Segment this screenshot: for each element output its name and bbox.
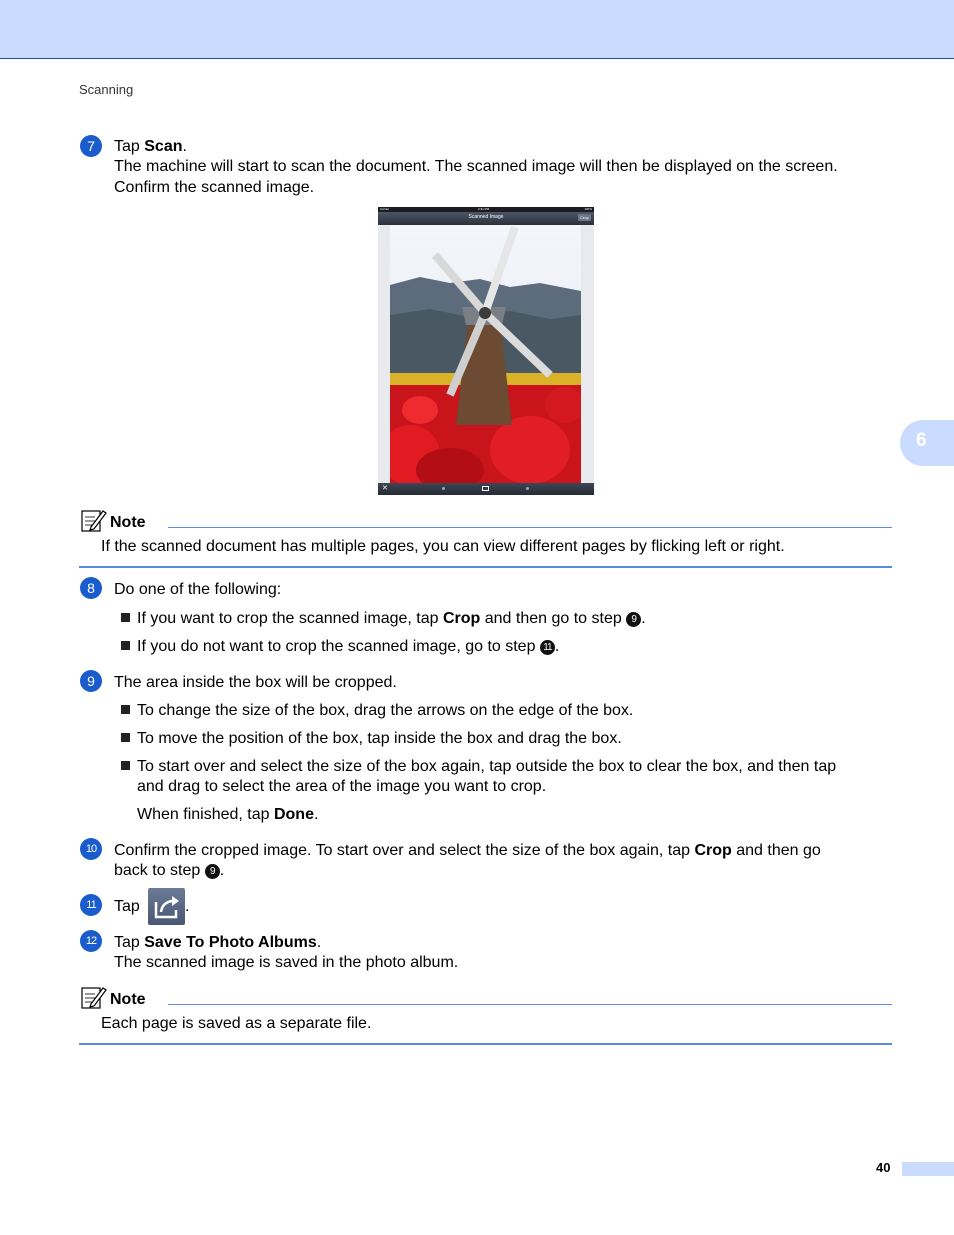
note-text: Each page is saved as a separate file. [101, 1015, 372, 1032]
step-7-line-2: The machine will start to scan the document. The scanned image will then be displayed on the screen. [114, 158, 838, 175]
note-pencil-icon [81, 509, 107, 533]
close-icon[interactable]: ✕ [382, 485, 388, 492]
status-bar: Carrier 2:31 PM 100% [380, 207, 592, 211]
step-9-bullet-1: To change the size of the box, drag the arrows on the edge of the box. [137, 702, 634, 719]
step-10-line-1: Confirm the cropped image. To start over and select the size of the box again, tap Crop and then go [114, 842, 821, 859]
share-icon[interactable] [482, 486, 489, 491]
nav-title: Scanned Image [468, 214, 504, 220]
step-8-badge: 8 [80, 577, 102, 599]
scanned-image-screenshot [378, 207, 594, 495]
step-11-lead: Tap [114, 898, 140, 915]
chapter-number: 6 [916, 430, 927, 451]
note-label: Note [110, 514, 146, 531]
step-11-badge: 11 [80, 894, 102, 916]
step-9-bullet-2: To move the position of the box, tap inside the box and drag the box. [137, 730, 622, 747]
bullet-marker [121, 641, 130, 650]
crop-button[interactable]: Crop [578, 214, 591, 221]
step-8-bullet-2: If you do not want to crop the scanned image, go to step 11 . [137, 638, 560, 655]
step-ref-9: 9 [626, 612, 641, 627]
windmill-photo [390, 225, 581, 483]
chapter-tab [900, 420, 954, 466]
step-9-badge: 9 [80, 670, 102, 692]
step-7-badge: 7 [80, 135, 102, 157]
note-bottom-rule [79, 566, 892, 568]
page-number-bar [902, 1162, 954, 1176]
page-dot-icon [526, 487, 529, 490]
share-icon [148, 888, 185, 925]
page-dot-icon [442, 487, 445, 490]
step-8-bullet-1: If you want to crop the scanned image, tap Crop and then go to step 9 . [137, 610, 646, 627]
step-ref-9: 9 [205, 864, 220, 879]
step-10-line-2: back to step 9 . [114, 862, 225, 879]
step-12-badge: 12 [80, 930, 102, 952]
note-label: Note [110, 991, 146, 1008]
bottom-toolbar [378, 483, 594, 495]
note-text: If the scanned document has multiple pages, you can view different pages by flicking left or right. [101, 538, 785, 555]
bullet-marker [121, 705, 130, 714]
share-button[interactable] [148, 888, 185, 925]
header-band [0, 0, 954, 59]
step-10-badge: 10 [80, 838, 102, 860]
step-8-text: Do one of the following: [114, 581, 282, 598]
step-12-line-2: The scanned image is saved in the photo album. [114, 954, 459, 971]
step-12-line-1: Tap Save To Photo Albums. [114, 934, 322, 951]
running-head: Scanning [79, 82, 134, 97]
page-number: 40 [876, 1160, 891, 1175]
step-9-bullet-3-line-2: and drag to select the area of the image you want to crop. [137, 778, 547, 795]
step-11-end: . [185, 898, 190, 915]
step-9-text: The area inside the box will be cropped. [114, 674, 397, 691]
step-7-line-3: Confirm the scanned image. [114, 179, 315, 196]
bullet-marker [121, 613, 130, 622]
note-bottom-rule [79, 1043, 892, 1045]
note-top-rule [168, 1004, 892, 1005]
step-ref-11: 11 [540, 640, 555, 655]
note-top-rule [168, 527, 892, 528]
step-7-line-1: Tap Scan. [114, 138, 187, 155]
step-9-done: When finished, tap Done. [137, 806, 319, 823]
bullet-marker [121, 733, 130, 742]
step-9-bullet-3-line-1: To start over and select the size of the box again, tap outside the box to clear the box, and then tap [137, 758, 837, 775]
note-pencil-icon [81, 986, 107, 1010]
bullet-marker [121, 761, 130, 770]
